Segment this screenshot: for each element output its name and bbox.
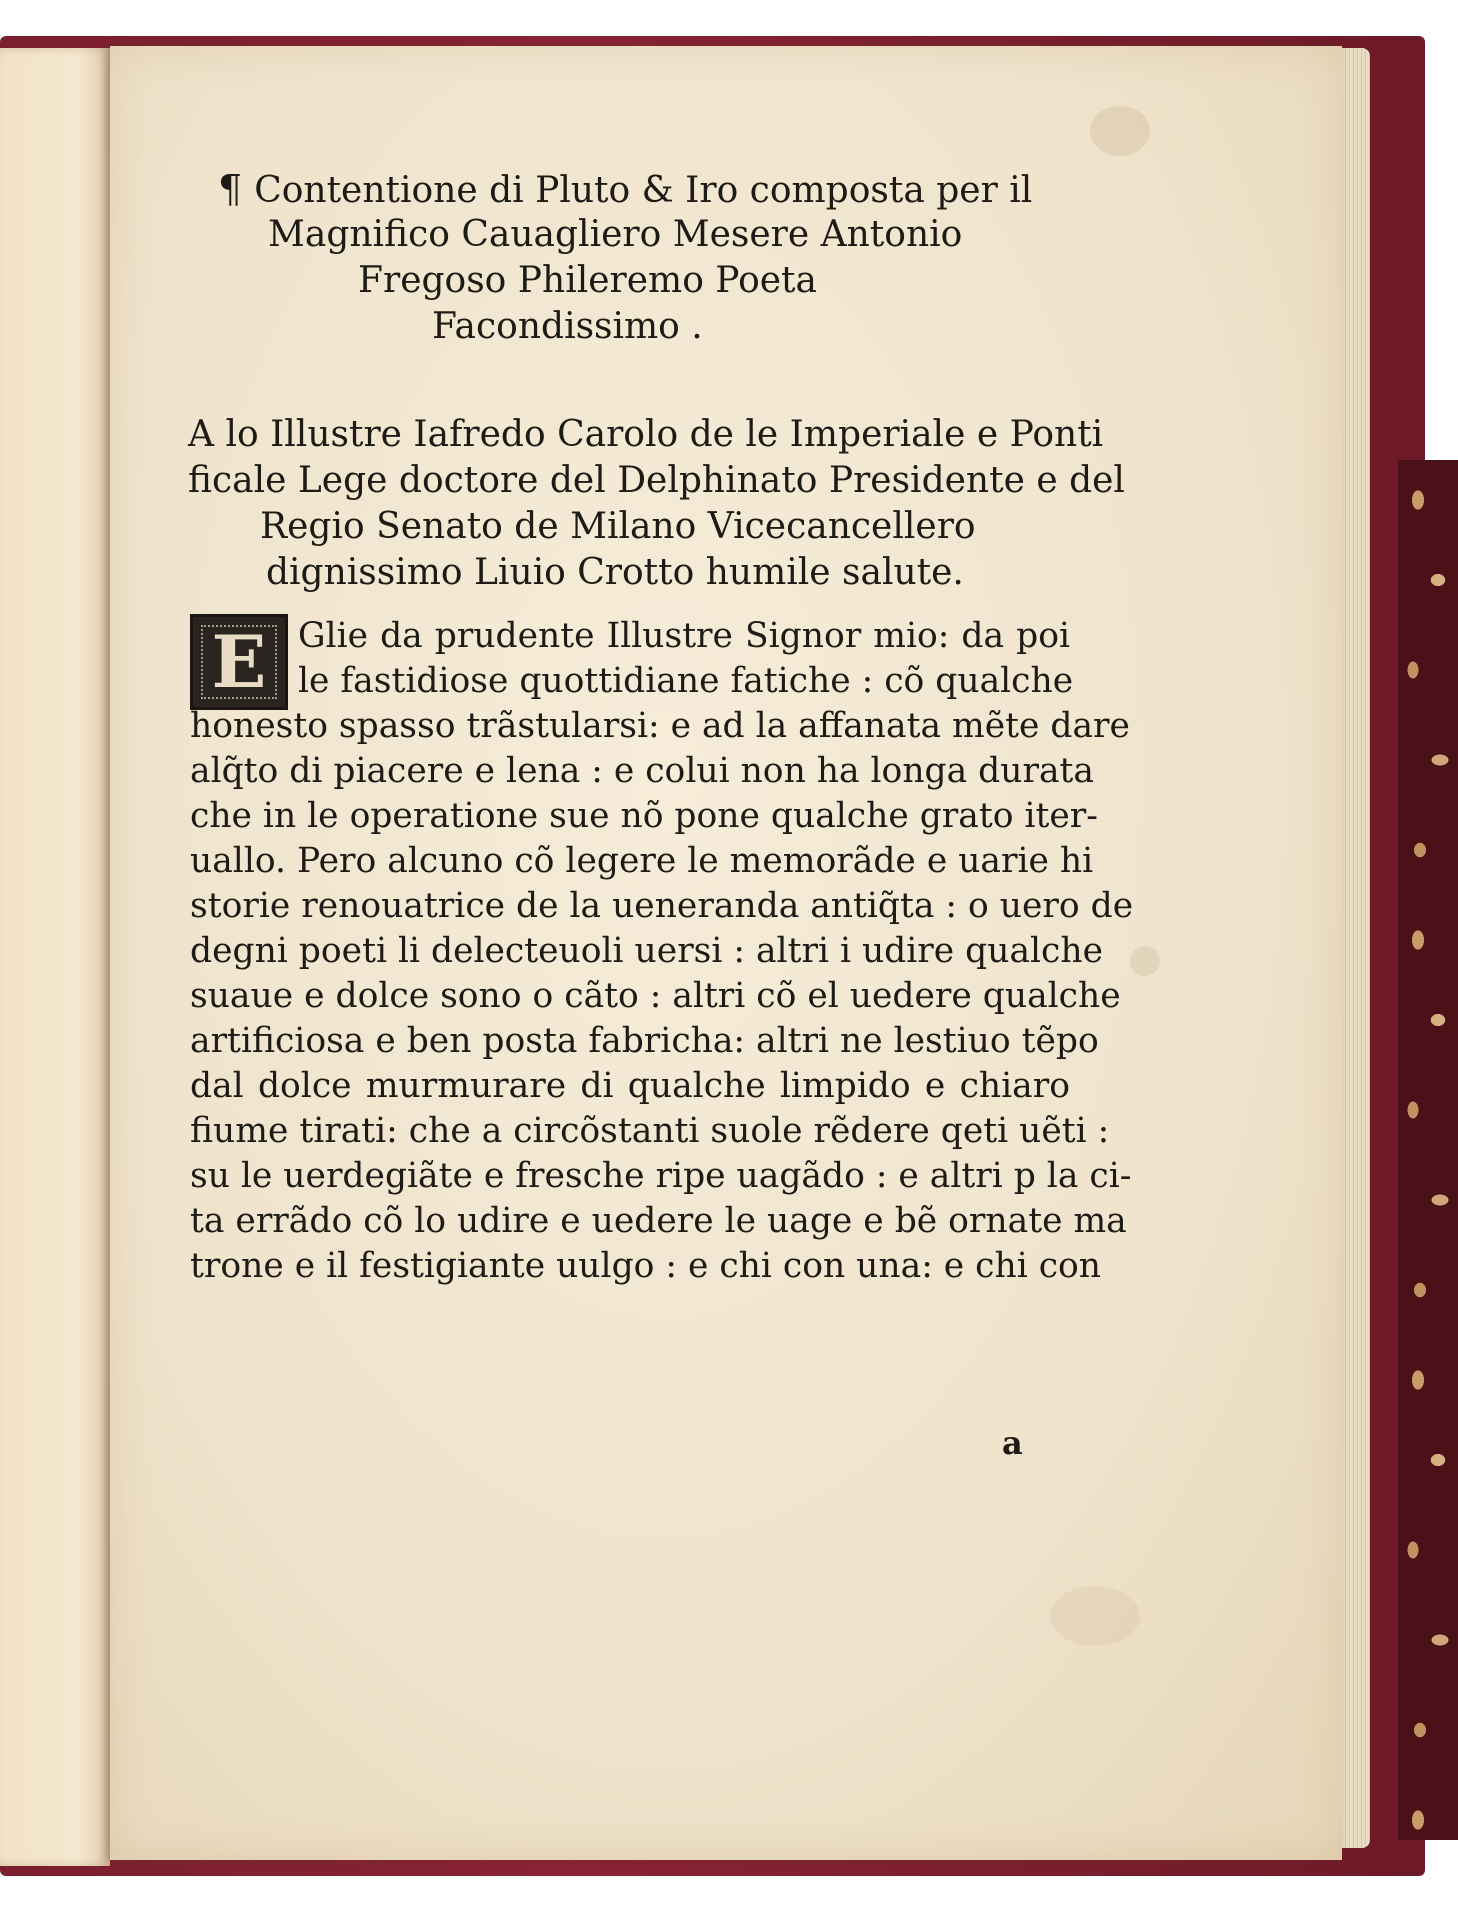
body-line: alq̃to di piacere e lena : e colui non ha longa durata: [190, 751, 1094, 791]
body-line: dal dolce murmurare di qualche limpido e chiaro: [190, 1066, 1070, 1106]
page-stain: [1090, 106, 1150, 156]
body-line: suaue e dolce sono o cãto : altri cõ el uedere qualche: [190, 976, 1121, 1016]
body-line: degni poeti li delecteuoli uersi : altri i udire qualche: [190, 931, 1104, 971]
marbled-cover-edge: [1398, 460, 1458, 1840]
body-line: ta errãdo cõ lo udire e uedere le uage e bẽ ornate ma: [190, 1201, 1127, 1241]
dedication-line: ficale Lege doctore del Delphinato Presidente e del: [188, 460, 1125, 501]
body-line: trone e il festigiante uulgo : e chi con una: e chi con: [190, 1246, 1102, 1286]
initial-letter: E: [211, 619, 267, 704]
dedication-line: dignissimo Liuio Crotto humile salute.: [266, 552, 964, 593]
facing-page: [0, 48, 110, 1866]
title-line: Fregoso Phileremo Poeta: [358, 260, 817, 301]
body-line: artificiosa e ben posta fabricha: altri ne lestiuo tẽpo: [190, 1021, 1099, 1061]
body-line: honesto spasso trãstularsi: e ad la affanata mẽte dare: [190, 706, 1130, 746]
dedication-line: Regio Senato de Milano Vicecancellero: [260, 506, 976, 547]
body-line: fiume tirati: che a circõstanti suole rẽdere qeti uẽti :: [190, 1111, 1110, 1151]
title-line: ¶ Contentione di Pluto & Iro composta per il: [218, 167, 1033, 211]
body-line: che in le operatione sue nõ pone qualche grato iter-: [190, 796, 1098, 836]
title-line: Magnifico Cauagliero Mesere Antonio: [268, 214, 963, 255]
body-line: uallo. Pero alcuno cõ legere le memorãde e uarie hi: [190, 841, 1094, 881]
dedication-line: A lo Illustre Iafredo Carolo de le Imperiale e Ponti: [188, 414, 1104, 455]
body-line: Glie da prudente Illustre Signor mio: da poi: [298, 616, 1070, 656]
body-block: [190, 614, 1134, 1314]
body-line: su le uerdegiãte e fresche ripe uagãdo : e altri p la ci-: [190, 1156, 1132, 1196]
book-page: [110, 46, 1342, 1860]
body-line: le fastidiose quottidiane fatiche : cõ qualche: [298, 661, 1074, 701]
pilcrow-mark: ¶: [218, 167, 243, 211]
decorated-initial: [190, 614, 288, 710]
page-stain: [1050, 1586, 1140, 1646]
body-line: storie renouatrice de la ueneranda antiq̃ta : o uero de: [190, 886, 1134, 926]
title-line: Facondissimo .: [432, 306, 703, 347]
signature-mark: a: [1002, 1424, 1023, 1462]
page-stain: [1130, 946, 1160, 976]
